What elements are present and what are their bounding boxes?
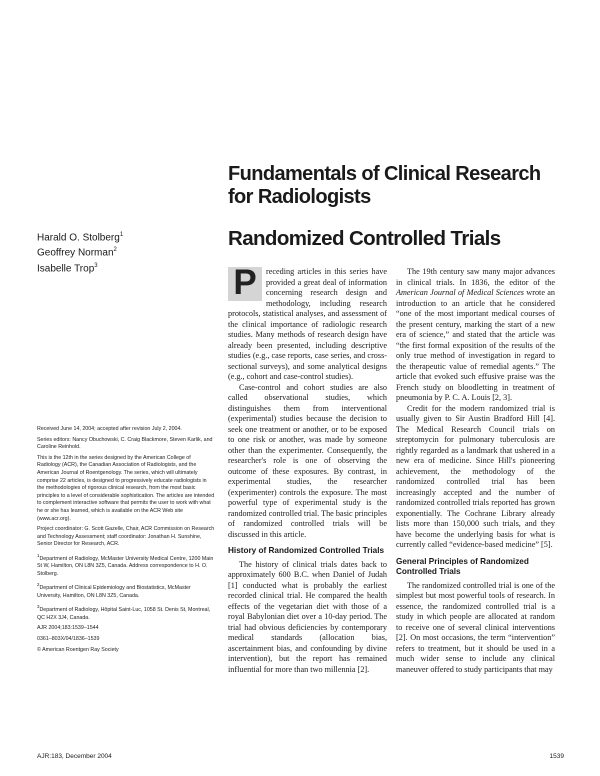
- series-title-line-2: for Radiologists: [228, 186, 371, 208]
- author: Geoffrey Norman$^2$: [37, 247, 117, 259]
- affiliation-1: $^1$Department of Radiology, McMaster University Medical Centre, 1200 Main St W, Hamilton, ON L8N 3Z5, Canada. Address correspondence to H. O. Stolberg.: [37, 552, 214, 577]
- author-list: [37, 229, 217, 275]
- project-coordinator: Project coordinator: G. Scott Gazelle, Chair, ACR Commission on Research and Technology Assessment; staff coordinator: Jonathan H. Sunshine, Senior Director for Research, ACR.: [37, 526, 215, 548]
- body-column-1: [228, 263, 387, 675]
- author: Isabelle Trop$^3$: [37, 262, 98, 274]
- series-title: [228, 163, 568, 209]
- paragraph: Credit for the modern randomized trial is usually given to Sir Austin Bradford Hill [4]. The Medical Research Council trials on streptomycin for pulmonary tuberculosis are rightly regarded as a landmark that ushered in a new era of medicine. Since Hill's pioneering achievement, the methodology of the randomized controlled trial has been increasingly accepted and the number of randomized controlled trials reported has grown exponentially. The Cochrane Library already lists more than 150,000 such trials, and they have become the underlying basis for what is currently called “evidence-based medicine” [5].: [396, 403, 555, 549]
- series-description: This is the 12th in the series designed by the American College of Radiology (ACR), the Canadian Association of Radiologists, and the American Journal of Roentgenology. The series, which will ultimately comprise 22 articles, is designed to progressively educate radiologists in the methodologies of rigorous clinical research, from the most basic principles to a level of considerable sophistication. The articles are intended to complement interactive software that permits the user to work with what he or she has learned, which is available on the ACR Web site (www.acr.org).: [37, 454, 215, 522]
- author: Harald O. Stolberg$^1$: [37, 232, 124, 244]
- journal-footer: AJR:183, December 2004: [37, 753, 112, 760]
- intro-paragraph: P receding articles in this series have provided a great deal of information concerning research design and methodology, including research protocols, statistical analyses, and assessment of the clinical importance of radiologic research studies. Many methods of research design have already been presented, including descriptive studies (e.g., case reports, case series, and cross-sectional surveys), and some analytical designs (e.g., cohort and case-control studies).: [228, 263, 387, 381]
- article-title: Randomized Controlled Trials: [228, 227, 501, 250]
- paragraph: Case-control and cohort studies are also called observational studies, which distinguishes them from interventional (experimental) studies because the decision to seek one treatment or another, or to be exposed to one risk or another, was made by someone other than the experimenter. Consequently, the researcher's role is one of observing the outcome of these exposures. By contrast, in experimental studies, the researcher (experimenter) controls the exposure. The most powerful type of experimental study is the randomized controlled trial. The basic principles of randomized controlled trials will be discussed in this article.: [228, 382, 387, 539]
- article-notes: [37, 426, 215, 657]
- drop-cap: P: [228, 267, 262, 301]
- section-heading-history: History of Randomized Controlled Trials: [228, 546, 385, 555]
- citation: AJR 2004;183:1539–1544: [37, 625, 99, 632]
- body-column-2: [396, 267, 555, 675]
- page-number: 1539: [549, 753, 564, 760]
- section-heading-principles: General Principles of Randomized Controlled Trials: [396, 556, 529, 576]
- paragraph: The 19th century saw many major advances in clinical trials. In 1836, the editor of the American Journal of Medical Sciences wrote an introduction to an article that he considered “one of the most important medical courses of the present century, marking the start of a new era of science,” and stated that the article was “the first formal exposition of the results of the only true method of investigation in regard to the therapeutic value of remedial agents.” The article that evoked such effusive praise was the French study on bloodletting in treatment of pneumonia by P. C. A. Louis [2, 3].: [396, 267, 555, 402]
- series-title-line-1: Fundamentals of Clinical Research: [228, 163, 541, 185]
- issn: 0361–803X/04/1836–1539: [37, 635, 100, 642]
- affiliation-3: $^3$Department of Radiology, Hôpital Saint-Luc, 1058 St. Denis St, Montreal, QC H2X 3J4, Canada.: [37, 604, 211, 621]
- paragraph: The randomized controlled trial is one of the simplest but most powerful tools of research. In essence, the randomized controlled trial is a study in which people are allocated at random to receive one of several clinical interventions [2]. On most occasions, the term “intervention” refers to treatment, but it should be used in a much wider sense to include any clinical maneuver offered to study participants that may: [396, 580, 555, 674]
- series-editors: Series editors: Nancy Obuchowski, C. Craig Blackmore, Steven Karlik, and Caroline Reinhold.: [37, 436, 213, 451]
- received-date: Received June 14, 2004; accepted after revision July 2, 2004.: [37, 426, 182, 432]
- copyright: © American Roentgen Ray Society: [37, 646, 119, 653]
- affiliation-2: $^2$Department of Clinical Epidemiology and Biostatistics, McMaster University, Hamilton, ON L8N 3Z5, Canada.: [37, 582, 191, 599]
- paragraph: The history of clinical trials dates back to approximately 600 B.C. when Daniel of Judah [1] conducted what is probably the earliest recorded clinical trial. He compared the health effects of the vegetarian diet with those of a royal Babylonian diet over a 10-day period. The trial had obvious deficiencies by contemporary medical standards (allocation bias, ascertainment bias, and confounding by divine intervention), but the report has remained influential for more than two millennia [2].: [228, 559, 387, 674]
